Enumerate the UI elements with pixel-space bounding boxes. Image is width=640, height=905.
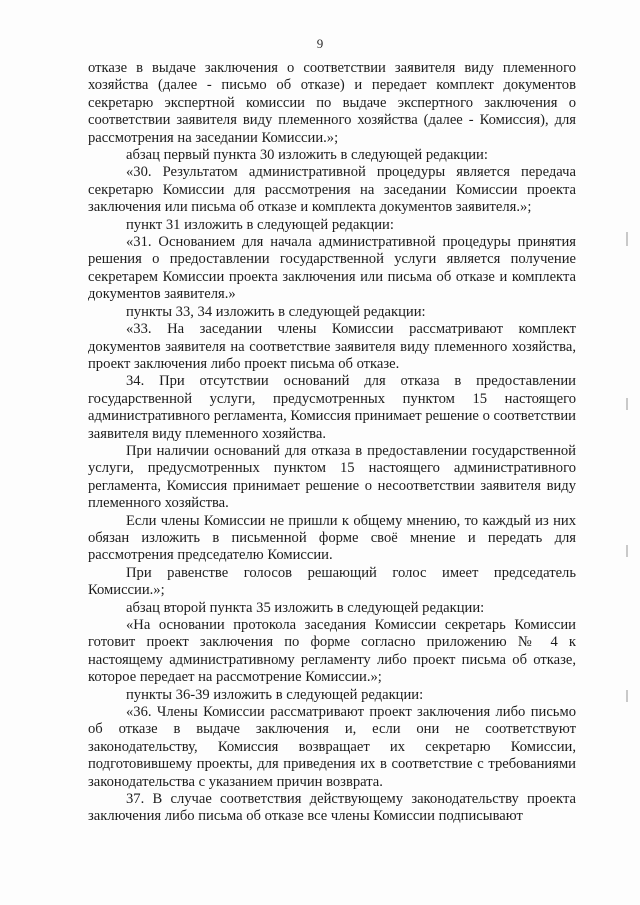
paragraph: пункты 33, 34 изложить в следующей редакции: [126, 303, 426, 320]
paragraph: пункт 31 изложить в следующей редакции: [126, 216, 394, 233]
paragraph: 34. При отсутствии оснований для отказа в предоставлении государственной услуги, предусмотренных пунктом 15 настоящего административного регламента, Комиссия принимает решение о соответствии заявителя виду племенного хозяйства. [88, 373, 576, 442]
paragraph: «33. На заседании члены Комиссии рассматривают комплект документов заявителя на соответствие заявителя виду племенного хозяйства, проект заключения либо проект письма об отказе. [88, 321, 576, 372]
scan-mark [626, 545, 628, 557]
paragraph: абзац первый пункта 30 изложить в следующей редакции: [126, 147, 488, 164]
paragraph: Если члены Комиссии не пришли к общему мнению, то каждый из них обязан изложить в письменной форме своё мнение и передать для рассмотрения председателю Комиссии. [88, 512, 576, 564]
paragraph: «36. Члены Комиссии рассматривают проект заключения либо письмо об отказе в выдаче заключения и, если они не соответствуют законодательству, Комиссия возвращает их секретарю Комиссии, подготовившему проекты, для приведения их в соответствие с требованиями законодательства с указанием причин возврата. [88, 704, 576, 790]
paragraph: «30. Результатом административной процедуры является передача секретарю Комиссии для рассмотрения на заседании Комиссии проекта заключения или письма об отказе и комплекта документов заявителя.»; [88, 164, 576, 216]
scan-mark [626, 398, 628, 410]
paragraph: При наличии оснований для отказа в предоставлении государственной услуги, предусмотренных пунктом 15 настоящего административного регламента, Комиссия принимает решение о несоответствии заявителя виду племенного хозяйства. [88, 442, 576, 512]
paragraph: отказе в выдаче заключения о соответствии заявителя виду племенного хозяйства (далее - письмо об отказе) и передает комплект документов секретарю экспертной комиссии по выдаче экспертного заключения о соответствии заявителя виду племенного хозяйства (далее - Комиссия), для рассмотрения на заседании Комиссии.»; [88, 60, 576, 146]
scan-mark [626, 232, 628, 246]
paragraph: «31. Основанием для начала административной процедуры принятия решения о предоставлении государственной услуги является получение секретарем Комиссии проекта заключения или письма об отказе и комплекта документов заявителя.» [88, 234, 576, 303]
scan-mark [626, 690, 628, 702]
paragraph: абзац второй пункта 35 изложить в следующей редакции: [126, 599, 485, 616]
paragraph: «На основании протокола заседания Комиссии секретарь Комиссии готовит проект заключения по форме согласно приложению № 4 к настоящему административному регламенту либо проект письма об отказе, которое передает на рассмотрение Комиссии.»; [88, 617, 576, 686]
paragraph: При равенстве голосов решающий голос имеет председатель Комиссии.»; [88, 564, 576, 599]
paragraph: 37. В случае соответствия действующему законодательству проекта заключения либо письма об отказе все члены Комиссии подписывают [88, 791, 576, 825]
page-number: 9 [316, 36, 324, 51]
document-body [88, 60, 576, 826]
paragraph: пункты 36-39 изложить в следующей редакции: [126, 686, 424, 703]
